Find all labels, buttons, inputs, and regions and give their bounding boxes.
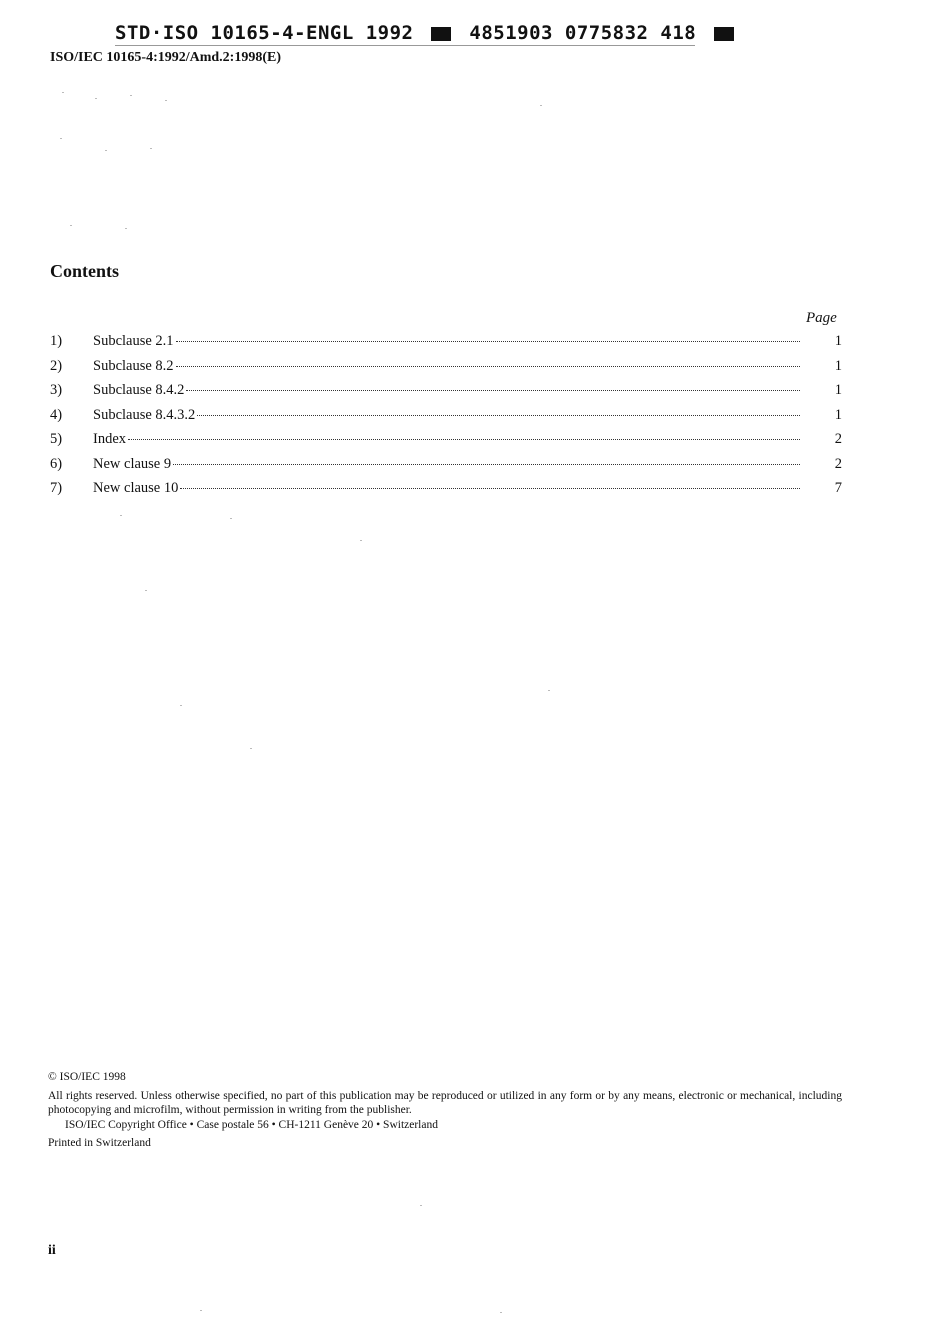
toc-entry-title: Subclause 8.4.3.2 [93, 406, 196, 423]
dot-leader [180, 488, 800, 489]
scan-speck [60, 138, 62, 139]
scan-header-serial: 4851903 0775832 418 [469, 22, 697, 44]
copyright-block [48, 1071, 842, 1151]
scan-speck [95, 98, 97, 99]
scan-speck [70, 225, 72, 226]
toc-entry[interactable] [50, 407, 842, 432]
barcode-block-icon [714, 27, 734, 41]
page-number: ii [48, 1243, 56, 1258]
toc-entry[interactable] [50, 431, 842, 456]
scan-speck [62, 92, 64, 93]
table-of-contents [50, 333, 842, 505]
toc-entry-title: Index [93, 431, 127, 447]
toc-entry-page: 2 [834, 431, 842, 447]
scan-speck [165, 100, 167, 101]
toc-entry-title: New clause 9 [93, 455, 172, 472]
barcode-block-icon [431, 27, 451, 41]
scan-speck [548, 690, 550, 691]
scan-speck [250, 748, 252, 749]
scan-header-underline [115, 45, 695, 46]
scan-speck [540, 105, 542, 106]
toc-entry-page: 7 [834, 480, 842, 496]
toc-entry[interactable] [50, 333, 842, 358]
scan-speck [120, 515, 122, 516]
rights-notice: All rights reserved. Unless otherwise specified, no part of this publication may be reproduced or utilized in any form or by any means, electronic or mechanical, including photocopying and microfilm, without permission in writing from the publisher. [48, 1089, 842, 1116]
scan-speck [230, 518, 232, 519]
toc-entry[interactable] [50, 480, 842, 505]
toc-entry[interactable] [50, 358, 842, 383]
scan-speck [150, 148, 152, 149]
toc-entry-title: Subclause 8.4.2 [93, 382, 185, 398]
dot-leader [176, 341, 800, 342]
toc-entry-number: 5) [50, 431, 63, 447]
scan-speck [500, 1312, 502, 1313]
toc-entry-page: 1 [834, 406, 842, 423]
toc-entry-number: 3) [50, 382, 63, 398]
dot-leader [197, 415, 800, 416]
toc-entry-number: 4) [50, 406, 63, 423]
scan-speck [105, 150, 107, 151]
page-column-label: Page [806, 310, 837, 326]
toc-entry-number: 2) [50, 357, 63, 374]
dot-leader [173, 464, 800, 465]
toc-entry-number: 1) [50, 333, 63, 349]
dot-leader [186, 390, 800, 391]
toc-entry[interactable] [50, 456, 842, 481]
toc-entry-page: 1 [834, 357, 842, 374]
dot-leader [176, 366, 800, 367]
toc-entry[interactable] [50, 382, 842, 407]
scan-header-stamp [115, 22, 695, 44]
document-id: ISO/IEC 10165-4:1992/Amd.2:1998(E) [50, 50, 282, 65]
dot-leader [128, 439, 800, 440]
scan-speck [200, 1310, 202, 1311]
scan-speck [130, 95, 132, 96]
toc-entry-page: 1 [834, 382, 842, 398]
scan-header-code: STD·ISO 10165-4-ENGL 1992 [115, 22, 414, 44]
printed-in: Printed in Switzerland [48, 1137, 151, 1150]
copyright-line: © ISO/IEC 1998 [48, 1071, 126, 1083]
toc-entry-page: 2 [834, 455, 842, 472]
copyright-office-address: ISO/IEC Copyright Office • Case postale 56 • CH-1211 Genève 20 • Switzerland [65, 1119, 438, 1132]
scan-speck [420, 1205, 422, 1206]
toc-entry-title: Subclause 8.2 [93, 357, 174, 374]
contents-heading: Contents [50, 261, 120, 281]
toc-entry-title: Subclause 2.1 [93, 333, 174, 349]
scan-speck [125, 228, 127, 229]
toc-entry-page: 1 [834, 333, 842, 349]
toc-entry-number: 7) [50, 480, 63, 496]
toc-entry-number: 6) [50, 455, 63, 472]
scan-speck [180, 705, 182, 706]
scan-speck [360, 540, 362, 541]
scan-speck [145, 590, 147, 591]
toc-entry-title: New clause 10 [93, 480, 179, 496]
